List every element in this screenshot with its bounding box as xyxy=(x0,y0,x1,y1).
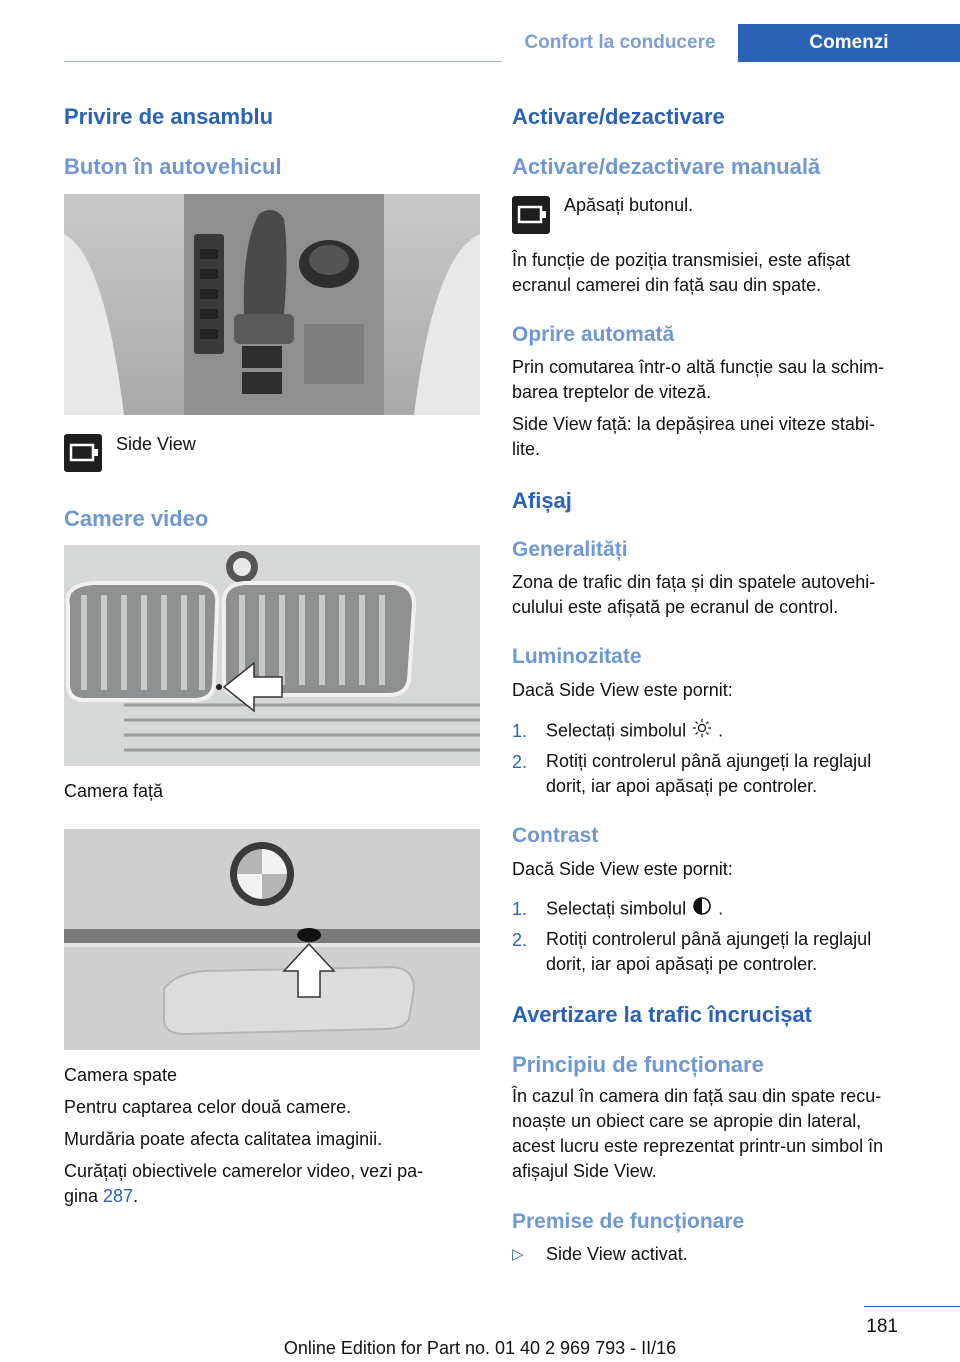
heading-principle: Principiu de funcționare xyxy=(512,1052,764,1077)
contrast-step1-end: . xyxy=(718,898,724,919)
paragraph-principle-line4: afișajul Side View. xyxy=(512,1161,657,1181)
front-camera-caption: Camera față xyxy=(64,781,164,801)
paragraph-clean-line2 xyxy=(64,1184,138,1209)
rear-camera-caption: Camera spate xyxy=(64,1065,178,1085)
front-camera-photo xyxy=(64,545,480,766)
side-view-button-icon-right xyxy=(512,196,550,234)
brightness-step1 xyxy=(546,718,723,745)
heading-general: Generalități xyxy=(512,538,628,561)
brightness-step2-line1: Rotiți controlerul până ajungeți la reglajul xyxy=(546,751,872,771)
paragraph-if-on-brightness: Dacă Side View este pornit: xyxy=(512,680,733,700)
console-photo xyxy=(64,194,480,415)
side-view-button-icon xyxy=(64,434,102,472)
heading-brightness: Luminozitate xyxy=(512,645,642,668)
footer-rule xyxy=(864,1306,960,1307)
paragraph-function-line1: În funcție de poziția transmisiei, este afișat xyxy=(512,250,851,270)
page-ref-prefix: gina xyxy=(64,1186,99,1206)
brightness-step1-end: . xyxy=(718,720,724,741)
heading-cameras: Camere video xyxy=(64,506,209,531)
brightness-icon xyxy=(692,718,712,745)
step-number-2: 2. xyxy=(512,752,528,772)
contrast-step2-line1: Rotiți controlerul până ajungeți la reglajul xyxy=(546,929,872,949)
side-view-caption: Side View xyxy=(116,434,196,454)
heading-auto-stop: Oprire automată xyxy=(512,323,675,346)
rear-camera-photo xyxy=(64,829,480,1050)
paragraph-front-line2: lite. xyxy=(512,439,541,459)
paragraph-capture: Pentru captarea celor două camere. xyxy=(64,1097,352,1117)
contrast-icon xyxy=(692,896,712,923)
paragraph-principle-line3: acest lucru este reprezentat printr‑un simbol în xyxy=(512,1136,884,1156)
press-button-text: Apăsați butonul. xyxy=(564,195,694,215)
paragraph-general-line1: Zona de trafic din fața și din spatele autovehi‐ xyxy=(512,572,876,592)
paragraph-principle-line1: În cazul în camera din față sau din spate recu‐ xyxy=(512,1086,882,1106)
paragraph-clean-line1: Curățați obiectivele camerelor video, vezi pa‐ xyxy=(64,1161,424,1181)
heading-overview: Privire de ansamblu xyxy=(64,104,274,129)
footer-edition: Online Edition for Part no. 01 40 2 969 793 - II/16 xyxy=(283,1338,677,1358)
step-number-1-contrast: 1. xyxy=(512,899,528,919)
paragraph-function-line2: ecranul camerei din față sau din spate. xyxy=(512,275,822,295)
heading-contrast: Contrast xyxy=(512,824,599,847)
brightness-step2-line2: dorit, iar apoi apăsați pe controler. xyxy=(546,776,818,796)
heading-display: Afișaj xyxy=(512,488,572,513)
contrast-step1-text: Selectați simbolul xyxy=(546,898,687,919)
heading-manual-activation: Activare/dezactivare manuală xyxy=(512,154,821,179)
header-chapter-tab[interactable]: Comenzi xyxy=(738,24,960,62)
paragraph-auto-line2: barea treptelor de viteză. xyxy=(512,382,712,402)
paragraph-general-line2: culului este afișată pe ecranul de control. xyxy=(512,597,839,617)
page-link-287[interactable]: 287 xyxy=(103,1186,134,1206)
step-number-2-contrast: 2. xyxy=(512,930,528,950)
list-triangle-icon: ▷ xyxy=(512,1246,524,1263)
paragraph-auto-line1: Prin comutarea într‑o altă funcție sau la schim‐ xyxy=(512,357,885,377)
paragraph-if-on-contrast: Dacă Side View este pornit: xyxy=(512,859,733,879)
brightness-step1-text: Selectați simbolul xyxy=(546,720,687,741)
contrast-step2-line2: dorit, iar apoi apăsați pe controler. xyxy=(546,954,818,974)
page-number: 181 xyxy=(866,1316,898,1337)
heading-prerequisites: Premise de funcționare xyxy=(512,1210,745,1233)
step-number-1: 1. xyxy=(512,721,528,741)
paragraph-dirt: Murdăria poate afecta calitatea imaginii. xyxy=(64,1129,383,1149)
heading-cross-traffic: Avertizare la trafic încrucișat xyxy=(512,1002,812,1027)
prereq-item: Side View activat. xyxy=(546,1244,688,1264)
contrast-step1 xyxy=(546,896,723,923)
paragraph-front-line1: Side View față: la depășirea unei viteze stabi‐ xyxy=(512,414,875,434)
heading-activation: Activare/dezactivare xyxy=(512,104,725,129)
paragraph-principle-line2: noaște un obiect care se apropie din lateral, xyxy=(512,1111,862,1131)
page-ref-end: . xyxy=(133,1186,139,1206)
heading-button-in-vehicle: Buton în autovehicul xyxy=(64,154,282,179)
header-section-tab[interactable]: Confort la conducere xyxy=(502,24,738,62)
